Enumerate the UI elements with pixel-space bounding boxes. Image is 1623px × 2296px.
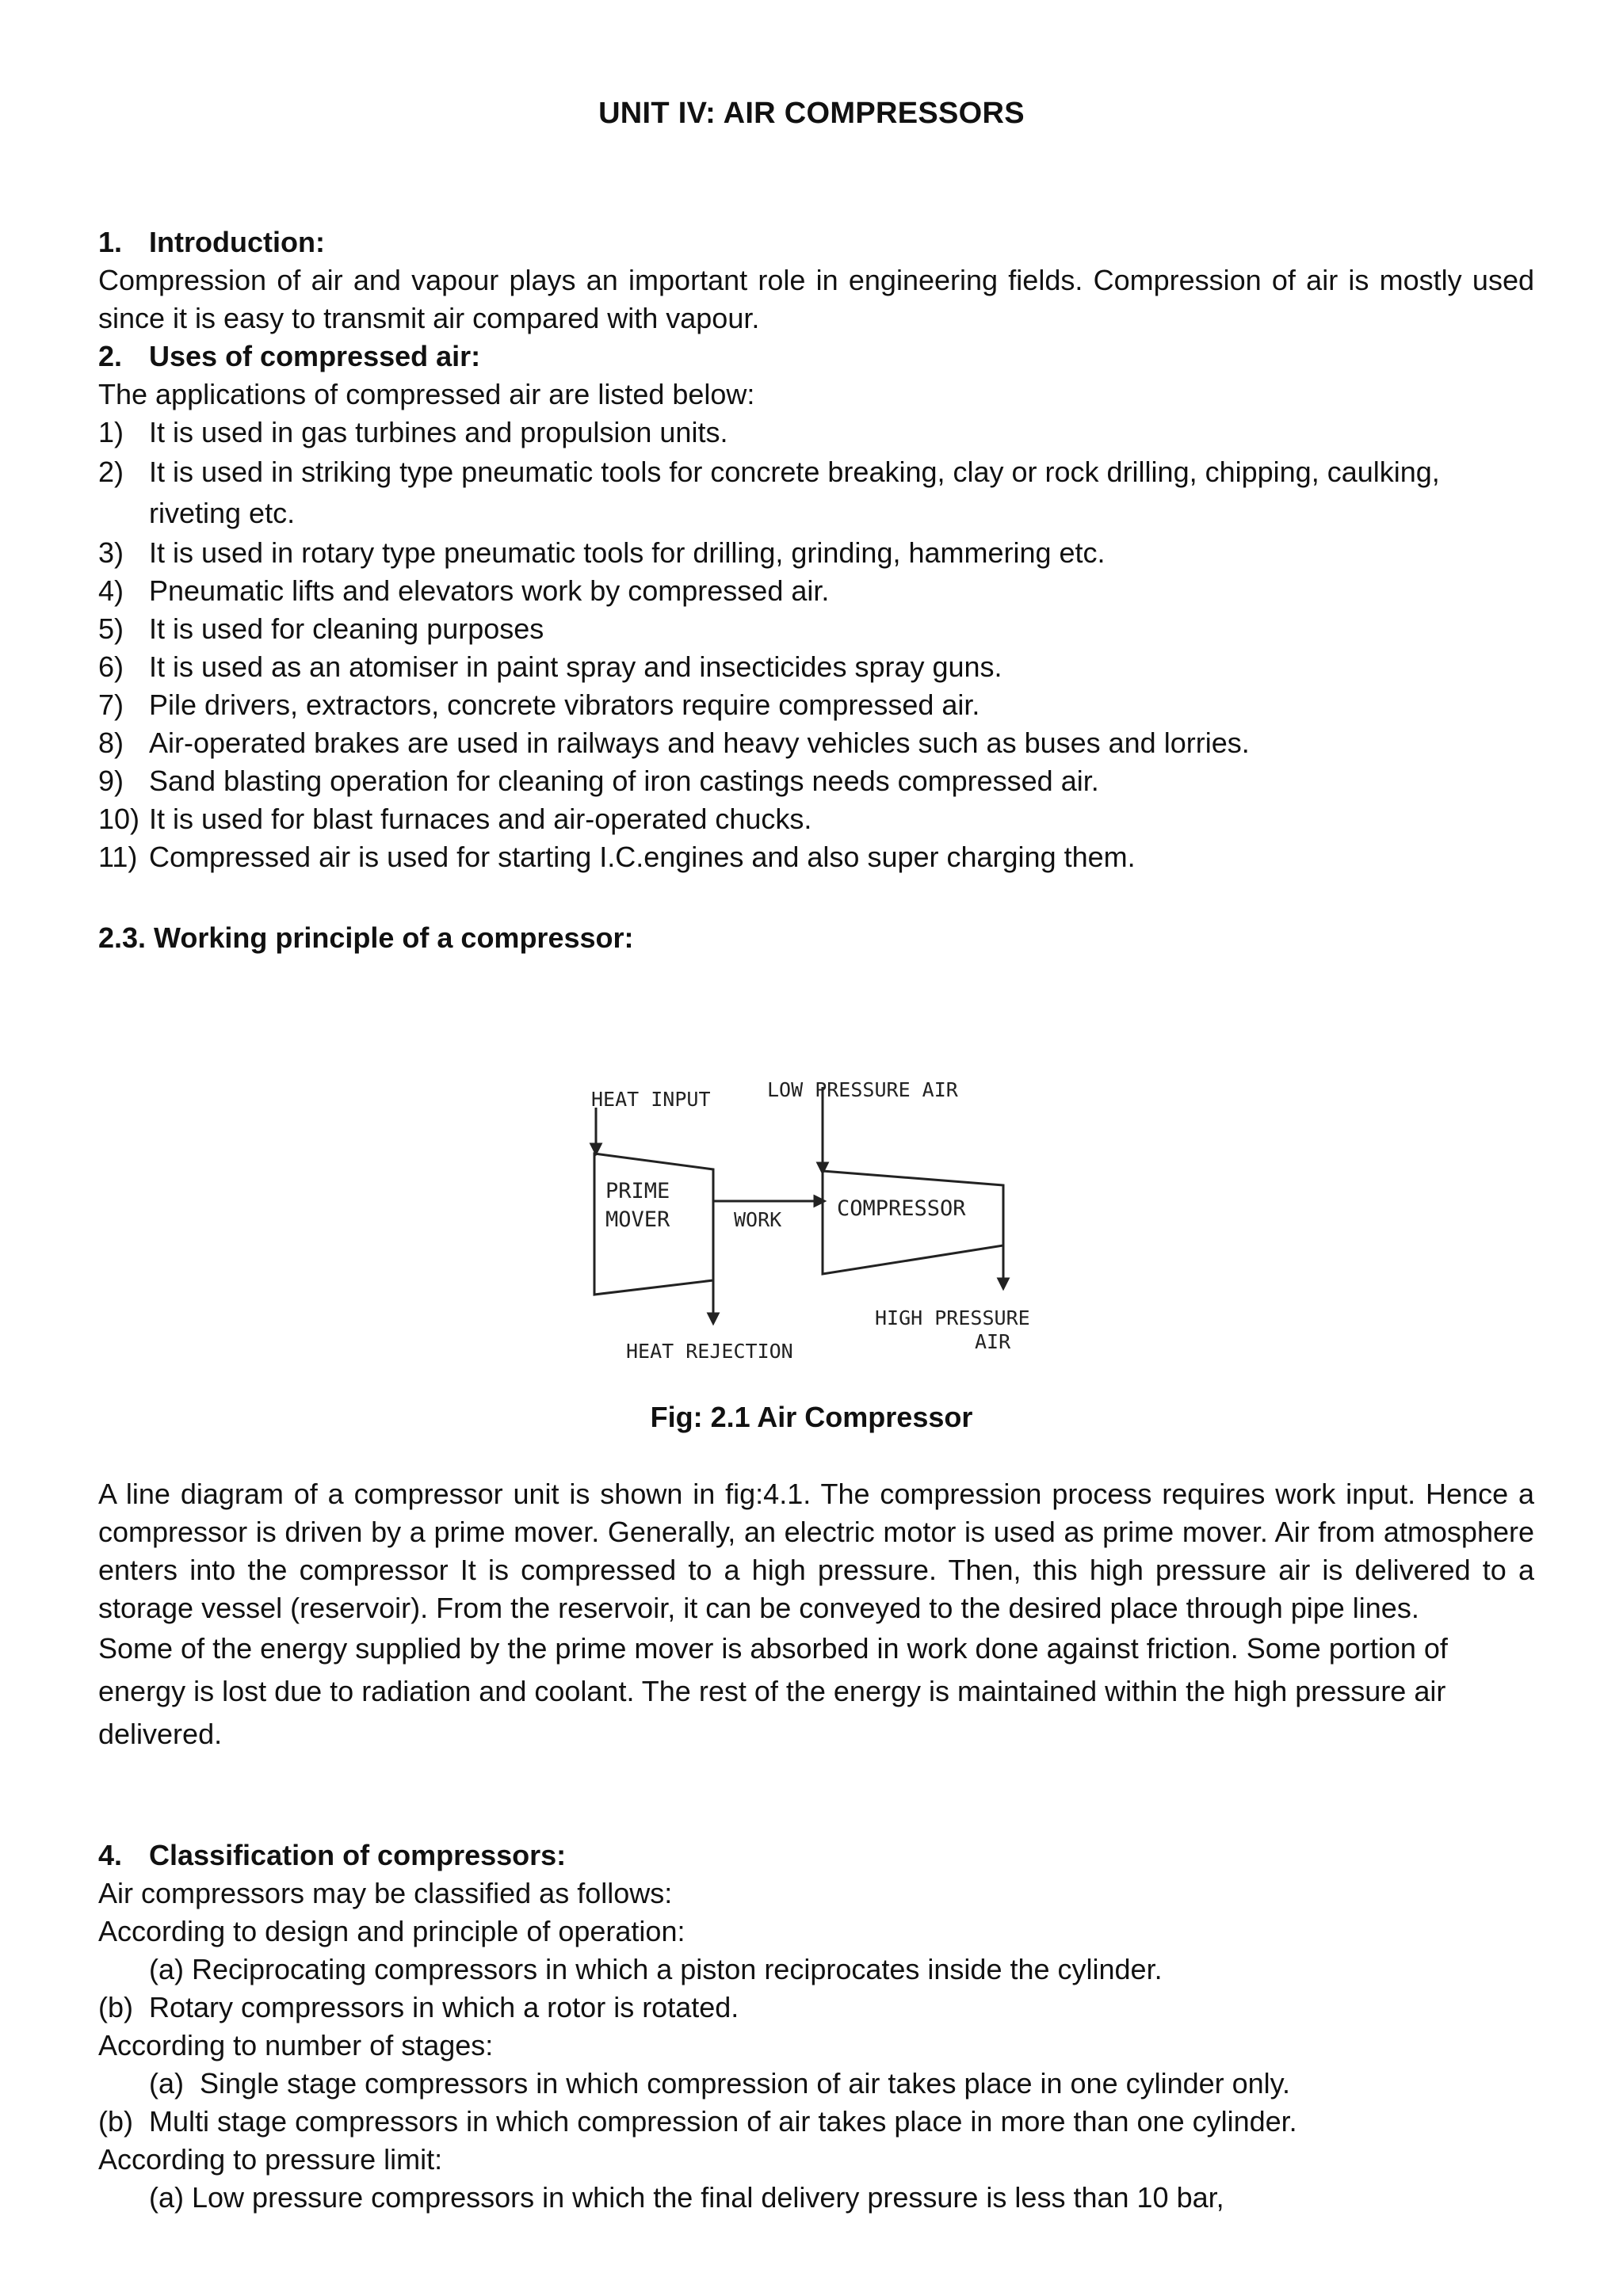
list-item: 10) It is used for blast furnaces and air-operated chucks.: [98, 803, 812, 835]
classification-lead: Air compressors may be classified as follows:: [98, 1877, 673, 1909]
prime-label: PRIME: [605, 1179, 670, 1203]
uses-heading: 2. Uses of compressed air:: [98, 340, 481, 372]
list-item: 2) It is used in striking type pneumatic tools for concrete breaking, clay or rock drilling, chipping, caulking, riveting etc.: [98, 456, 1440, 529]
low-pressure-air-label: LOW PRESSURE AIR: [767, 1078, 958, 1101]
high-pressure-label: HIGH PRESSURE: [875, 1306, 1030, 1329]
design-option-a: (a) Reciprocating compressors in which a piston reciprocates inside the cylinder.: [149, 1953, 1163, 1985]
air-compressor-diagram: [579, 1070, 1086, 1371]
heat-rejection-arrowhead: [708, 1314, 718, 1323]
work-label: WORK: [734, 1208, 782, 1231]
description-paragraph-2: Some of the energy supplied by the prime mover is absorbed in work done against friction. Some portion of energy is lost due to radiation and coolant. The rest of the energy is maintained within the high pressure air delivered.: [98, 1632, 1448, 1750]
high-pressure-arrowhead: [999, 1279, 1008, 1288]
design-label: According to design and principle of operation:: [98, 1915, 685, 1947]
list-item: 6) It is used as an atomiser in paint spray and insecticides spray guns.: [98, 650, 1002, 683]
heat-rejection-label: HEAT REJECTION: [626, 1340, 793, 1363]
design-option-b: (b) Rotary compressors in which a rotor is rotated.: [98, 1991, 739, 2023]
list-item: 1) It is used in gas turbines and propulsion units.: [98, 416, 728, 448]
list-item: 5) It is used for cleaning purposes: [98, 612, 544, 645]
high-pressure-air-label: AIR: [975, 1330, 1011, 1353]
intro-paragraph: Compression of air and vapour plays an important role in engineering fields. Compression of air is mostly used since it is easy to transmit air compared with vapour.: [98, 264, 1534, 334]
uses-lead: The applications of compressed air are listed below:: [98, 378, 755, 410]
stages-option-a: (a) Single stage compressors in which compression of air takes place in one cylinder only.: [149, 2067, 1291, 2100]
intro-uses-section: [98, 223, 1534, 876]
description-section: [98, 1475, 1534, 1756]
stages-label: According to number of stages:: [98, 2029, 494, 2061]
uses-list: [98, 414, 1534, 876]
intro-heading: 1. Introduction:: [98, 226, 325, 258]
list-item: 4) Pneumatic lifts and elevators work by compressed air.: [98, 574, 830, 607]
working-heading: 2.3. Working principle of a compressor:: [98, 921, 634, 954]
list-item: 7) Pile drivers, extractors, concrete vibrators require compressed air.: [98, 688, 980, 721]
mover-label: MOVER: [605, 1207, 670, 1232]
classification-section: [98, 1836, 1534, 2217]
list-item: 9) Sand blasting operation for cleaning of iron castings needs compressed air.: [98, 765, 1099, 797]
compressor-shape: [823, 1171, 1003, 1274]
heat-input-label: HEAT INPUT: [591, 1088, 711, 1111]
list-item: 3) It is used in rotary type pneumatic tools for drilling, grinding, hammering etc.: [98, 536, 1106, 569]
heat-input-arrowhead: [591, 1144, 601, 1154]
pressure-label: According to pressure limit:: [98, 2143, 443, 2176]
list-item: 8) Air-operated brakes are used in railways and heavy vehicles such as buses and lorries.: [98, 727, 1250, 759]
classification-heading: 4. Classification of compressors:: [98, 1839, 567, 1871]
stages-option-b: (b) Multi stage compressors in which compression of air takes place in more than one cylinder.: [98, 2105, 1297, 2138]
description-paragraph-1: A line diagram of a compressor unit is shown in fig:4.1. The compression process requires work input. Hence a compressor is driven by a prime mover. Generally, an electric motor is used as prime mover. Air from atmosphere enters into the compressor It is compressed to a high pressure. Then, this high pressure air is delivered to a storage vessel (reservoir). From the reservoir, it can be conveyed to the desired place through pipe lines.: [98, 1478, 1534, 1624]
compressor-label: COMPRESSOR: [837, 1196, 966, 1221]
figure-caption: Fig: 2.1 Air Compressor: [650, 1401, 973, 1433]
page-title: UNIT IV: AIR COMPRESSORS: [598, 97, 1025, 130]
list-item: 11) Compressed air is used for starting I.C.engines and also super charging them.: [98, 841, 1136, 873]
pressure-option-a: (a) Low pressure compressors in which the final delivery pressure is less than 10 bar,: [149, 2181, 1224, 2214]
